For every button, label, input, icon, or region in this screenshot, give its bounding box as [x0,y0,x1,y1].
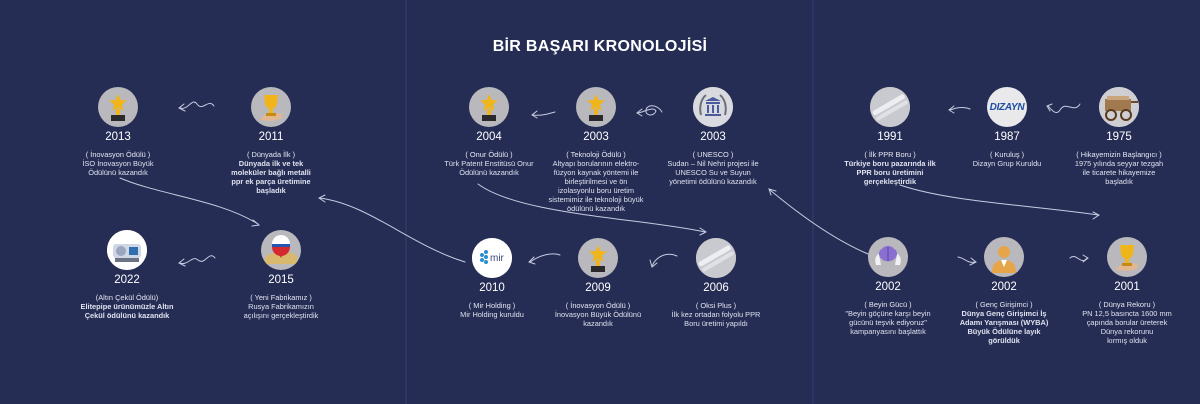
pipe-icon [696,238,736,278]
brain-icon [868,237,908,277]
mir-logo-icon [472,238,512,278]
cart-icon [1099,87,1139,127]
milestone-category: ( Teknoloji Ödülü ) [566,150,626,159]
milestone-description: "Beyin göçüne karşı beyin gücünü teşvik ediyoruz" kampanyasını başlattık [845,309,931,336]
milestone-2003-unesco [638,87,788,186]
milestone-year: 2006 [703,282,729,294]
milestone-year: 2009 [585,282,611,294]
businessman-icon [984,237,1024,277]
milestone-category: ( İlk PPR Boru ) [864,150,916,159]
arrow-head [319,195,325,202]
trophy-award-icon [98,87,138,127]
milestone-year: 2010 [479,282,505,294]
milestone-category: ( Onur Ödülü ) [465,150,513,159]
milestone-description: Altyapı borularının elektro- füzyon kaynak yöntemi ile birleştirilmesi ve ön izolasyonlu boru üretim sistemimiz ile teknoloji büyük ödülünü kazandık [548,159,644,213]
svg-text:mir: mir [490,253,504,264]
milestone-description: Mir Holding kuruldu [460,310,524,319]
dizayn-logo-text: DIZAYN [989,101,1025,113]
unesco-icon [693,87,733,127]
milestone-category: ( Dünyada İlk ) [246,150,296,159]
milestone-description: PN 12,5 basıncta 1600 mm çapında borular üreterek Dünya rekorunu kırmış olduk [1082,309,1172,345]
milestone-category: ( Beyin Gücü ) [864,300,912,309]
milestone-2011 [196,87,346,195]
milestone-description: Rusya Fabrikamızın açılışını gerçekleştirdik [243,302,319,320]
page-title: BİR BAŞARI KRONOLOJİSİ [492,38,708,55]
milestone-category: ( Hikayemizin Başlangıcı ) [1076,150,1162,159]
milestone-category: ( Mir Holding ) [468,301,516,310]
dizayn-logo-icon [987,87,1027,127]
milestone-category: ( İnovasyon Ödülü ) [85,150,151,159]
milestone-2006 [641,238,791,328]
milestone-year: 2011 [258,131,284,143]
milestone-description: Dizayn Grup Kuruldu [972,159,1042,168]
arrow-head [700,228,706,235]
milestone-category: ( UNESCO ) [692,150,734,159]
milestone-description: İlk kez ortadan folyolu PPR Boru üretimi yapıldı [671,310,761,328]
milestone-category: ( Dünya Rekoru ) [1098,300,1156,309]
milestone-category: (Altın Çekül Ödülü) [95,293,159,302]
trophy-hand-icon [1107,237,1147,277]
milestone-description: Dünya Genç Girişimci İş Adamı Yarışması (WYBA) Büyük Ödülüne layık görüldük [959,309,1049,345]
milestone-year: 2022 [114,274,140,286]
machine-icon [107,230,147,270]
milestone-category: ( Genç Girişimci ) [975,300,1033,309]
panel-divider [405,0,407,404]
milestone-description: 1975 yılında seyyar tezgah ile ticarete hikayemize başladık [1074,159,1164,186]
russia-map-icon [261,230,301,270]
milestone-category: ( Kuruluş ) [989,150,1025,159]
milestone-description: Elitepipe ürünümüzle Altın Çekül ödülünü kazandık [80,302,174,320]
milestone-description: Sudan – Nil Nehri projesi ile UNESCO Su ve Suyun yönetimi ödülünü kazandık [667,159,759,186]
milestone-2015 [206,230,356,320]
milestone-year: 2003 [583,131,609,143]
milestone-year: 2002 [991,281,1017,293]
milestone-year: 2004 [476,131,502,143]
milestone-2013 [43,87,193,177]
milestone-year: 2003 [700,131,726,143]
milestone-year: 2015 [268,274,294,286]
connector-curve [900,185,1098,215]
trophy-award-icon [576,87,616,127]
milestone-description: İnovasyon Büyük Ödülünü kazandık [554,310,642,328]
pipe-icon [870,87,910,127]
milestone-category: ( İnovasyon Ödülü ) [565,301,631,310]
trophy-hand-icon [251,87,291,127]
milestone-year: 1991 [877,131,903,143]
arrow-head [252,220,259,226]
milestone-1975 [1044,87,1194,186]
milestone-year: 1975 [1106,131,1132,143]
milestone-description: Türk Patent Enstitüsü Onur Ödülünü kazandık [444,159,534,177]
arrow-head [1093,212,1099,219]
milestone-year: 2013 [105,131,131,143]
milestone-2001 [1052,237,1200,345]
milestone-description: Dünyada ilk ve tek moleküler bağlı metalli ppr ek parça üretimine başladık [231,159,311,195]
trophy-award-icon [469,87,509,127]
arrow-head [769,189,776,195]
panel-divider [812,0,814,404]
milestone-category: ( Oksi Plus ) [695,301,737,310]
milestone-description: Türkiye boru pazarında ilk PPR boru üretimini gerçekleştirdik [844,159,936,186]
milestone-year: 2002 [875,281,901,293]
milestone-2022 [52,230,202,320]
milestone-year: 2001 [1114,281,1140,293]
trophy-award-icon [578,238,618,278]
milestone-category: ( Yeni Fabrikamız ) [250,293,312,302]
milestone-year: 1987 [994,131,1020,143]
milestone-description: İSO İnovasyon Büyük Ödülünü kazandık [82,159,154,177]
